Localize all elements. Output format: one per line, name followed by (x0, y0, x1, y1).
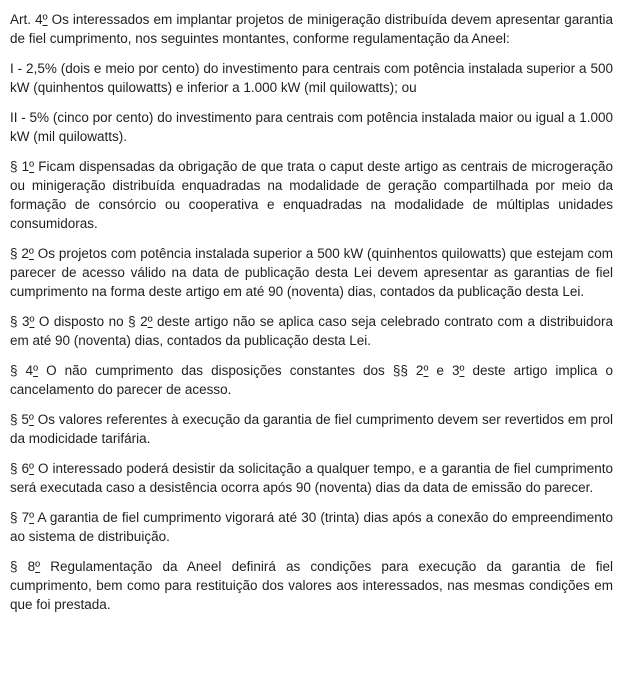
article-4-paragraph-8: § 8º Regulamentação da Aneel definirá as condições para execução da garantia de fiel cumprimento, bem como para restituição dos valores aos interessados, nas mesmas condições em que foi prestada. (10, 559, 613, 612)
article-4-caput: Art. 4º Os interessados em implantar projetos de minigeração distribuída devem apresentar garantia de fiel cumprimento, nos seguintes montantes, conforme regulamentação da Aneel: (10, 12, 613, 46)
article-4-item-ii: II - 5% (cinco por cento) do investimento para centrais com potência instalada maior ou igual a 1.000 kW (mil quilowatts). (10, 110, 613, 144)
article-4-paragraph-2: § 2º Os projetos com potência instalada superior a 500 kW (quinhentos quilowatts) que estejam com parecer de acesso válido na data de publicação desta Lei devem apresentar as garantias de fiel cumprimento na forma deste artigo em até 90 (noventa) dias, contados da publicação desta Lei. (10, 246, 613, 299)
article-4-paragraph-6: § 6º O interessado poderá desistir da solicitação a qualquer tempo, e a garantia de fiel cumprimento será executada caso a desistência ocorra após 90 (noventa) dias da data de emissão do parecer. (10, 461, 613, 495)
article-4-item-i: I - 2,5% (dois e meio por cento) do investimento para centrais com potência instalada superior a 500 kW (quinhentos quilowatts) e inferior a 1.000 kW (mil quilowatts); ou (10, 61, 613, 95)
article-4-paragraph-5: § 5º Os valores referentes à execução da garantia de fiel cumprimento devem ser revertidos em prol da modicidade tarifária. (10, 412, 613, 446)
article-4-paragraph-1: § 1º Ficam dispensadas da obrigação de que trata o caput deste artigo as centrais de microgeração ou minigeração distribuída enquadradas na modalidade de geração compartilhada por meio da formação de consórcio ou cooperativa e enquadradas na modalidade de múltiplas unidades consumidoras. (10, 159, 613, 231)
article-4-paragraph-7: § 7º A garantia de fiel cumprimento vigorará até 30 (trinta) dias após a conexão do empreendimento ao sistema de distribuição. (10, 510, 613, 544)
article-4-paragraph-3: § 3º O disposto no § 2º deste artigo não se aplica caso seja celebrado contrato com a distribuidora em até 90 (noventa) dias, contados da publicação desta Lei. (10, 314, 613, 348)
article-4-paragraph-4: § 4º O não cumprimento das disposições constantes dos §§ 2º e 3º deste artigo implica o cancelamento do parecer de acesso. (10, 363, 613, 397)
